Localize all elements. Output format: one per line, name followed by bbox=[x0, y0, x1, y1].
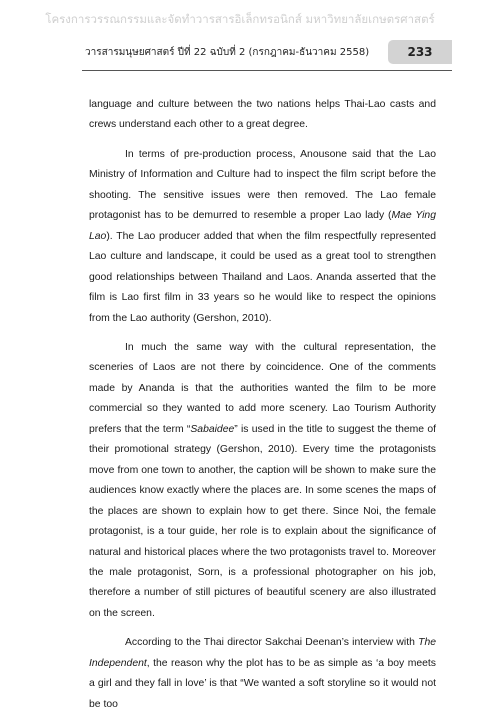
publication-the-independent: The Independent bbox=[89, 637, 436, 669]
project-watermark: โครงการวรรณกรรมและจัดทำวารสารอิเล็กทรอนิกส์ มหาวิทยาลัยเกษตรศาสตร์ bbox=[45, 12, 435, 26]
term-sabaidee: Sabaidee bbox=[190, 423, 235, 435]
page-number-box bbox=[388, 40, 452, 64]
header-divider bbox=[82, 70, 452, 71]
paragraph-3 bbox=[89, 338, 436, 624]
term-mae-ying-lao: Mae Ying Lao bbox=[89, 210, 436, 242]
article-body bbox=[89, 95, 436, 715]
journal-title: วารสารมนุษยศาสตร์ ปีที่ 22 ฉบับที่ 2 (กรกฎาคม-ธันวาคม 2558) bbox=[85, 47, 370, 58]
paragraph-1: language and culture between the two nations helps Thai-Lao casts and crews understand each other to a great degree. bbox=[89, 99, 436, 131]
paragraph-3-text-a: In much the same way with the cultural representation, the sceneries of Laos are not there by coincidence. One of the comments made by Ananda is that the authorities wanted the film to be more commercial so they wanted to add more scenery. Lao Tourism Authority prefers that the term “ bbox=[89, 341, 436, 435]
paragraph-3-text-c: ” is used in the title to suggest the theme of their promotional strategy (Gershon, 2010). Every time the protagonists move from one town to another, the caption will be shown to make sure the audiences know exactly where the places are. In some scenes the maps of the places are shown to explain how to get there. Since Noi, the female protagonist, is a tour guide, her role is to explain about the significance of natural and historical places where the two protagonists travel to. Moreover the male protagonist, Sorn, is a professional photographer on his job, therefore a number of still pictures of beautiful scenery are also illustrated on the screen. bbox=[89, 423, 436, 619]
paragraph-2 bbox=[89, 145, 436, 329]
page-number: 233 bbox=[407, 45, 433, 59]
paragraph-4-text-c: , the reason why the plot has to be as simple as ‘a boy meets a girl and they fall in love’ is that “We wanted a soft storyline so it would not be too bbox=[89, 657, 436, 710]
paragraph-2-text-c: ). The Lao producer added that when the film respectfully represented Lao culture and landscape, it could be used as a great tool to strengthen good relationships between Thailand and Laos. Ananda asserted that the film is Lao first film in 33 years so he would like to respect the opinions from the Lao authority (Gershon, 2010). bbox=[89, 230, 436, 324]
paragraph-4 bbox=[89, 633, 436, 715]
paragraph-4-text-a: According to the Thai director Sakchai Deenan’s interview with bbox=[125, 637, 419, 649]
paragraph-2-text-a: In terms of pre-production process, Anousone said that the Lao Ministry of Information and Culture had to inspect the film script before the shooting. The sensitive issues were then removed. The Lao female protagonist has to be demurred to resemble a proper Lao lady ( bbox=[89, 148, 436, 222]
